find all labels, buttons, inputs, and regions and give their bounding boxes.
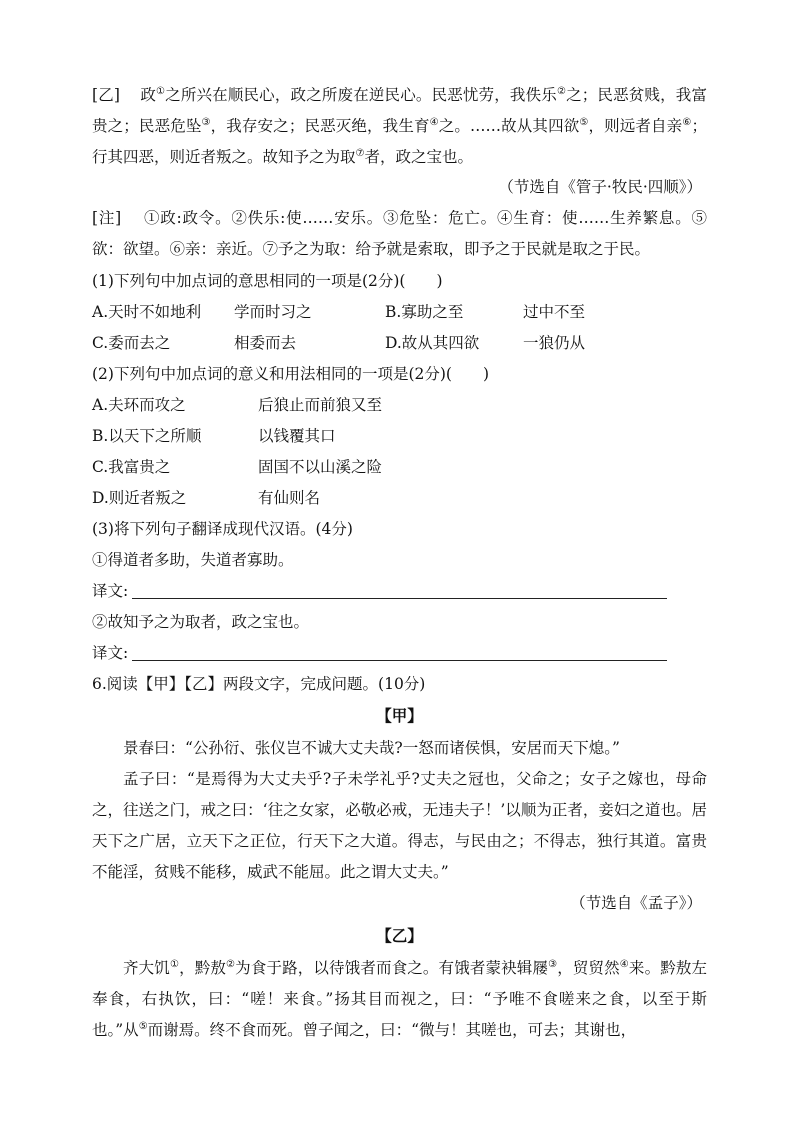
footnote-marker: ④ bbox=[619, 958, 629, 970]
q3-answer-2-line[interactable] bbox=[132, 660, 667, 661]
q6-stem: 6.阅读【甲】【乙】两段文字，完成问题。(10分) bbox=[92, 675, 426, 693]
footnote-marker: ⑥ bbox=[682, 116, 692, 128]
footnote-marker: ③ bbox=[201, 116, 211, 128]
footnote-marker: ② bbox=[226, 958, 236, 970]
q2-option-d: D.则近者叛之 bbox=[92, 489, 187, 507]
yi-source: （节选自《管子·牧民·四顺》） bbox=[498, 178, 702, 196]
notes-text: ①政:政令。②佚乐:使……安乐。③危坠：危亡。④生育：使……生养繁息。⑤欲：欲望。⑥亲：亲近。⑦予之为取：给予就是索取，即予之于民就是取之于民。 bbox=[92, 209, 707, 258]
q3-sentence-1: ①得道者多助，失道者寡助。 bbox=[92, 551, 294, 569]
notes-label: [注] bbox=[92, 209, 122, 227]
q3-answer-1-line[interactable] bbox=[132, 598, 667, 599]
q1-option-a: A.天时不如地利 bbox=[92, 303, 202, 321]
q1-option-d-pair: 一狼仍从 bbox=[523, 334, 586, 352]
q2-option-c: C.我富贵之 bbox=[92, 458, 171, 476]
footnote-marker: ⑤ bbox=[138, 1020, 148, 1032]
footnote-marker: ③ bbox=[548, 958, 558, 970]
notes bbox=[92, 203, 707, 265]
footnote-marker: ② bbox=[556, 85, 567, 97]
q1-option-d: D.故从其四欲 bbox=[385, 334, 480, 352]
footnote-marker: ⑦ bbox=[355, 147, 365, 159]
q3-stem: (3)将下列句子翻译成现代汉语。(4分) bbox=[92, 520, 353, 538]
q2-option-a-pair: 后狼止而前狼又至 bbox=[258, 396, 383, 414]
q2-option-d-pair: 有仙则名 bbox=[258, 489, 321, 507]
yi-text: 政①之所兴在顺民心，政之所废在逆民心。民恶忧劳，我佚乐②之；民恶贫贱，我富贵之；民恶危坠③，我存安之；民恶灭绝，我生育④之。……故从其四欲⑤，则远者自亲⑥；行其四恶，则近者叛之。故知予之为取⑦者，政之宝也。 bbox=[92, 85, 707, 166]
yi-label: [乙] bbox=[92, 86, 120, 104]
yi-title: 【乙】 bbox=[376, 926, 423, 945]
q3-answer-1-label: 译文: bbox=[92, 582, 129, 600]
yi-passage bbox=[92, 80, 707, 173]
yi-paragraph-1: 齐大饥①，黔敖②为食于路，以待饿者而食之。有饿者蒙袂辑屦③，贸贸然④来。黔敖左奉食，右执饮，曰：“嗟！来食。”扬其目而视之，曰：“予唯不食嗟来之食，以至于斯也。”从⑤而谢焉。终不食而死。曾子闻之，曰：“微与！其嗟也，可去；其谢也， bbox=[92, 958, 708, 1039]
q1-option-a-pair: 学而时习之 bbox=[234, 303, 312, 321]
q2-option-c-pair: 固国不以山溪之险 bbox=[258, 458, 383, 476]
q1-option-c-pair: 相委而去 bbox=[234, 334, 297, 352]
footnote-marker: ① bbox=[169, 958, 180, 970]
jia-title: 【甲】 bbox=[376, 706, 423, 725]
jia-source: （节选自《孟子》） bbox=[570, 894, 702, 912]
q3-sentence-2: ②故知予之为取者，政之宝也。 bbox=[92, 613, 310, 631]
q1-stem: (1)下列句中加点词的意思相同的一项是(2分)( ) bbox=[92, 272, 443, 290]
q3-answer-2-label: 译文: bbox=[92, 644, 129, 662]
q1-option-b: B.寡助之至 bbox=[385, 303, 464, 321]
q2-option-b: B.以天下之所顺 bbox=[92, 427, 202, 445]
q2-stem: (2)下列句中加点词的意义和用法相同的一项是(2分)( ) bbox=[92, 365, 490, 383]
footnote-marker: ⑤ bbox=[579, 116, 589, 128]
q2-option-b-pair: 以钱覆其口 bbox=[258, 427, 336, 445]
footnote-marker: ④ bbox=[429, 116, 439, 128]
q2-option-a: A.夫环而攻之 bbox=[92, 396, 186, 414]
q1-option-c: C.委而去之 bbox=[92, 334, 171, 352]
jia-paragraph-2: 孟子曰：“是焉得为大丈夫乎?子未学礼乎?丈夫之冠也，父命之；女子之嫁也，母命之，往送之门，戒之曰：‘往之女家，必敬必戒，无违夫子！’以顺为正者，妾妇之道也。居天下之广居，立天下之正位，行天下之大道。得志，与民由之；不得志，独行其道。富贵不能淫，贫贱不能移，威武不能屈。此之谓大丈夫。” bbox=[92, 770, 707, 881]
jia-paragraph-1: 景春曰：“公孙衍、张仪岂不诚大丈夫哉?一怒而诸侯惧，安居而天下熄。” bbox=[123, 739, 620, 757]
footnote-marker: ① bbox=[156, 85, 166, 97]
q1-option-b-pair: 过中不至 bbox=[523, 303, 586, 321]
